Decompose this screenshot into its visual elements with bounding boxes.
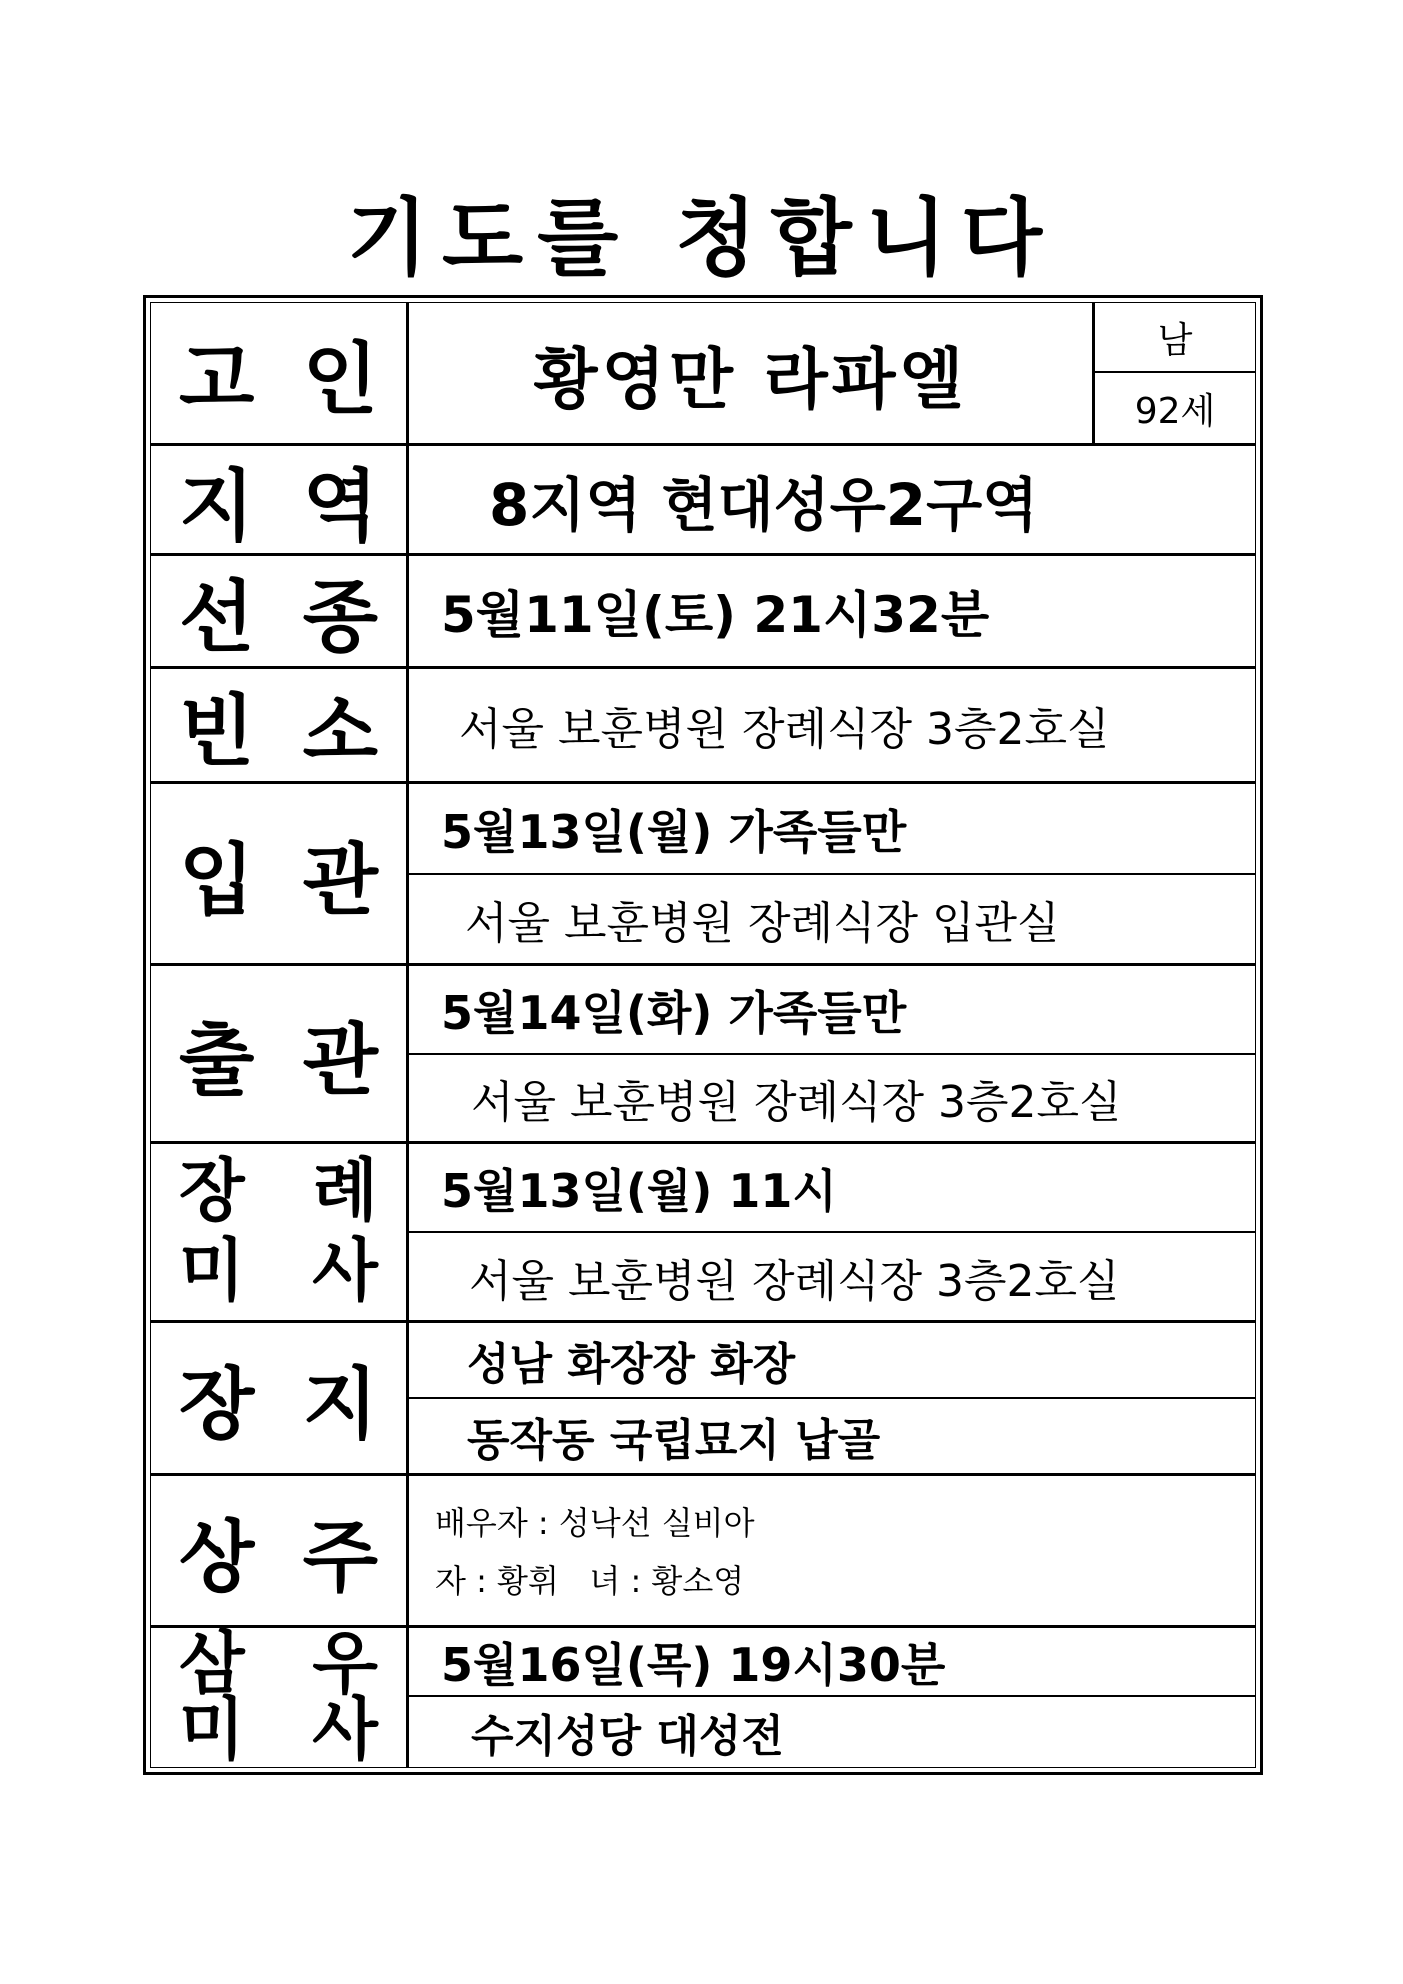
funeral-mass-label: 장 례 미 사	[151, 1144, 409, 1320]
third-day-mass-label: 삼 우 미 사	[151, 1628, 409, 1767]
death-label: 선 종	[151, 556, 409, 666]
burial-interment: 동작동 국립묘지 납골	[467, 1415, 881, 1466]
encoffin-place: 서울 보훈병원 장례식장 입관실	[465, 898, 1060, 949]
departure-date: 5월14일(화) 가족들만	[441, 985, 907, 1040]
encoffin-row	[151, 784, 1255, 963]
mortuary-row	[151, 669, 1255, 781]
burial-label: 장 지	[151, 1323, 409, 1473]
region-value: 8지역 현대성우2구역	[489, 470, 1039, 539]
obituary-table	[143, 295, 1263, 1775]
death-datetime: 5월11일(토) 21시32분	[441, 586, 990, 644]
burial-row	[151, 1323, 1255, 1473]
page-title: 기도를 청합니다	[346, 189, 1057, 287]
region-label: 지 역	[151, 446, 409, 553]
mortuary-label: 빈 소	[151, 669, 409, 781]
deceased-label: 고 인	[151, 303, 409, 443]
third-day-mass-datetime: 5월16일(목) 19시30분	[441, 1637, 946, 1692]
death-row	[151, 556, 1255, 666]
mourners-label: 상 주	[151, 1476, 409, 1625]
mourners-row	[151, 1476, 1255, 1625]
funeral-mass-datetime: 5월13일(월) 11시	[441, 1163, 837, 1218]
third-day-mass-row	[151, 1624, 1255, 1770]
mourners-children: 자 : 황휘 녀 : 황소영	[435, 1562, 745, 1600]
departure-place: 서울 보훈병원 장례식장 3층2호실	[471, 1077, 1122, 1128]
funeral-mass-place: 서울 보훈병원 장례식장 3층2호실	[469, 1255, 1120, 1307]
deceased-name: 황영만 라파엘	[533, 340, 968, 418]
encoffin-date: 5월13일(월) 가족들만	[441, 804, 907, 859]
third-day-mass-place: 수지성당 대성전	[471, 1711, 784, 1762]
departure-row	[151, 966, 1255, 1141]
deceased-row	[151, 303, 1255, 443]
deceased-gender: 남	[1095, 303, 1255, 373]
encoffin-label: 입 관	[151, 784, 409, 963]
funeral-mass-row	[151, 1144, 1255, 1320]
departure-label: 출 관	[151, 966, 409, 1141]
region-row	[151, 446, 1255, 553]
mourners-spouse: 배우자 : 성낙선 실비아	[435, 1504, 755, 1542]
burial-cremation: 성남 화장장 화장	[467, 1339, 796, 1390]
deceased-age: 92세	[1134, 390, 1216, 432]
mortuary-place: 서울 보훈병원 장례식장 3층2호실	[459, 704, 1110, 755]
